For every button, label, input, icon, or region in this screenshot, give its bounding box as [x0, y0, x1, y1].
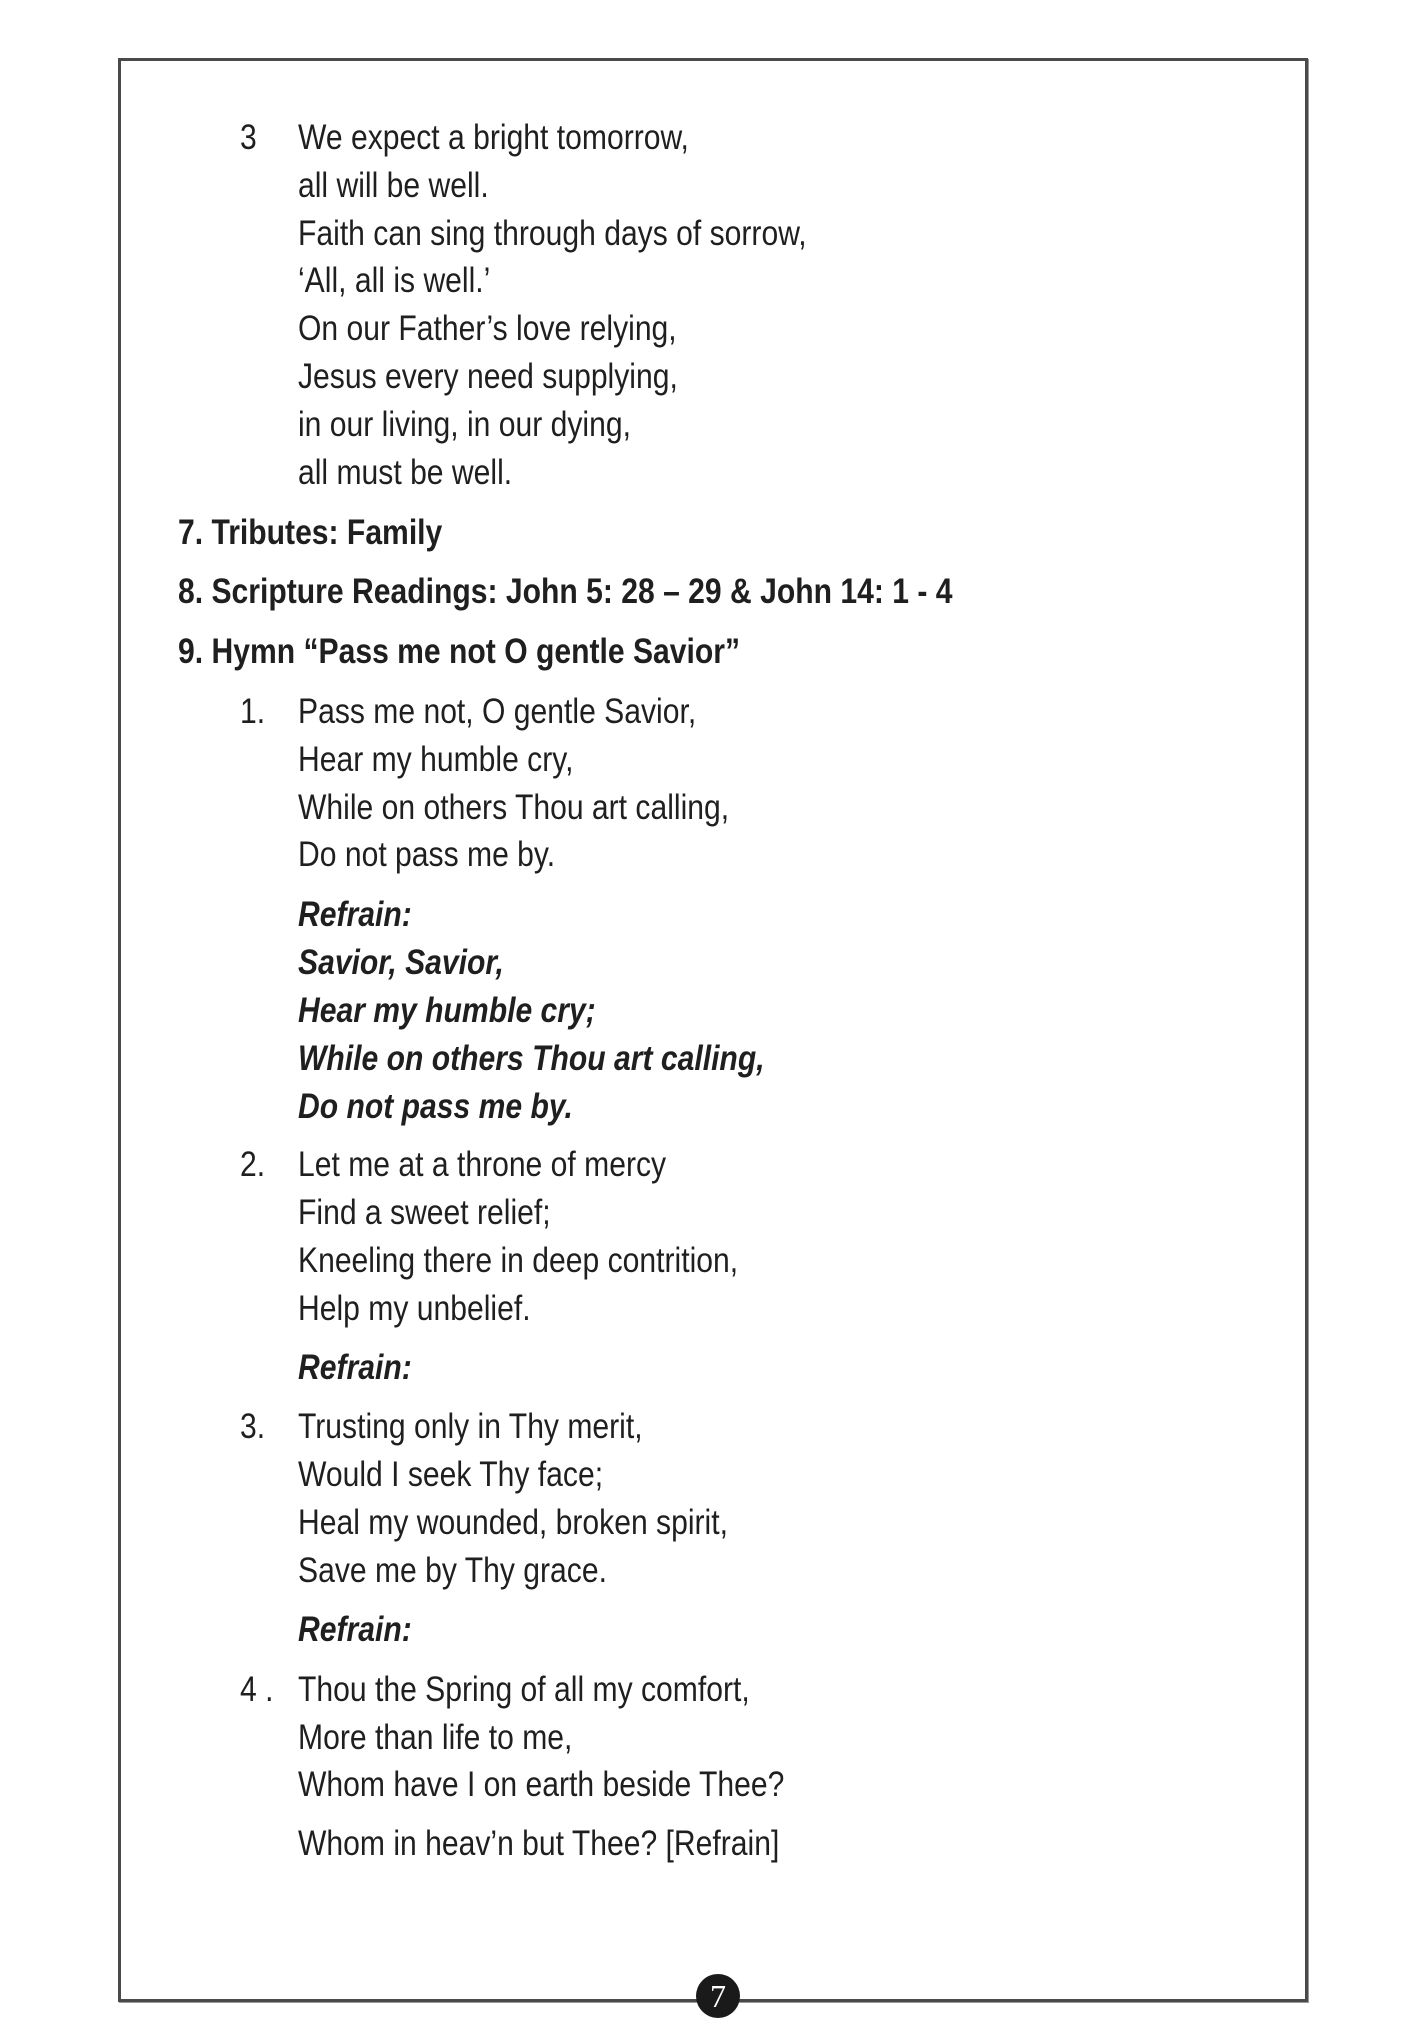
verse-line: ‘All, all is well.’	[298, 261, 491, 300]
verse-line: Faith can sing through days of sorrow,	[298, 214, 807, 253]
stanza-line: Heal my wounded, broken spirit,	[298, 1503, 728, 1542]
program-item-hymn: 9. Hymn “Pass me not O gentle Savior”	[178, 632, 741, 671]
verse-number: 3	[240, 118, 257, 157]
stanza-line: Pass me not, O gentle Savior,	[298, 692, 697, 731]
verse-line: We expect a bright tomorrow,	[298, 118, 689, 157]
stanza-line: Whom in heav’n but Thee? [Refrain]	[298, 1824, 780, 1863]
verse-line: Jesus every need supplying,	[298, 357, 678, 396]
stanza-line: Thou the Spring of all my comfort,	[298, 1670, 750, 1709]
stanza-number: 3.	[240, 1407, 266, 1446]
stanza-line: Hear my humble cry,	[298, 740, 574, 779]
stanza-number: 4 .	[240, 1670, 274, 1709]
stanza-line: While on others Thou art calling,	[298, 788, 730, 827]
stanza-line: Kneeling there in deep contrition,	[298, 1241, 739, 1280]
stanza-line: Whom have I on earth beside Thee?	[298, 1765, 785, 1804]
refrain-line: While on others Thou art calling,	[298, 1039, 765, 1078]
stanza-line: Let me at a throne of mercy	[298, 1145, 667, 1184]
refrain-line: Do not pass me by.	[298, 1087, 573, 1126]
stanza-number: 1.	[240, 692, 266, 731]
stanza-line: Help my unbelief.	[298, 1289, 531, 1328]
program-item-scripture: 8. Scripture Readings: John 5: 28 – 29 & John 14: 1 - 4	[178, 572, 953, 611]
page-number-badge: 7	[696, 1974, 740, 2018]
stanza-line: Save me by Thy grace.	[298, 1551, 607, 1590]
verse-line: all must be well.	[298, 453, 513, 492]
program-item-tributes: 7. Tributes: Family	[178, 513, 443, 552]
refrain-line: Savior, Savior,	[298, 943, 504, 982]
verse-line: all will be well.	[298, 166, 489, 205]
refrain-label: Refrain:	[298, 895, 412, 934]
refrain-label: Refrain:	[298, 1348, 412, 1387]
stanza-line: Would I seek Thy face;	[298, 1455, 604, 1494]
verse-line: On our Father’s love relying,	[298, 309, 677, 348]
stanza-line: Trusting only in Thy merit,	[298, 1407, 643, 1446]
stanza-line: Do not pass me by.	[298, 835, 556, 874]
refrain-line: Hear my humble cry;	[298, 991, 596, 1030]
stanza-number: 2.	[240, 1145, 266, 1184]
stanza-line: More than life to me,	[298, 1718, 573, 1757]
verse-line: in our living, in our dying,	[298, 405, 631, 444]
refrain-label: Refrain:	[298, 1610, 412, 1649]
stanza-line: Find a sweet relief;	[298, 1193, 551, 1232]
